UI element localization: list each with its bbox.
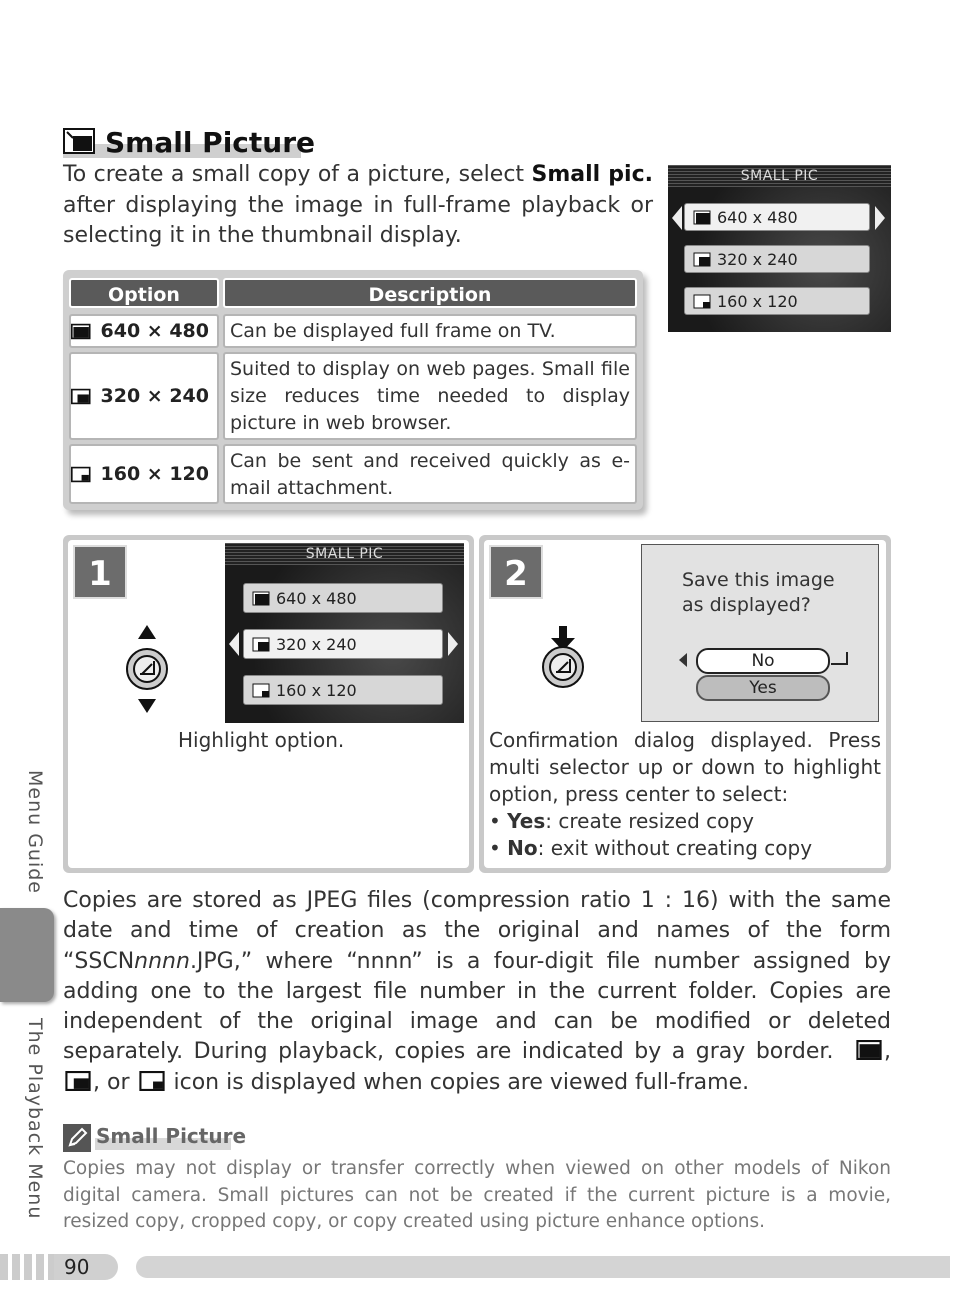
size-640-icon <box>71 322 91 341</box>
menu-item-160[interactable]: 160 x 120 <box>684 287 870 315</box>
note-title: Small Picture <box>96 1124 247 1148</box>
multi-selector-icon <box>123 623 171 715</box>
dialog-no-option[interactable]: No <box>696 648 830 674</box>
confirmation-dialog <box>641 544 879 722</box>
arrow-left-icon <box>229 632 239 656</box>
arrow-left-icon <box>679 653 687 667</box>
size-320-icon <box>71 387 91 406</box>
step-1-panel <box>63 535 474 873</box>
table-header-option: Option <box>69 278 219 308</box>
section-heading <box>63 126 316 159</box>
screen-header: SMALL PIC <box>668 165 891 187</box>
page-title: Small Picture <box>105 126 316 159</box>
intro-paragraph: To create a small copy of a picture, select Small pic. after displaying the image in full-frame playback or selecting it in the thumbnail display. <box>63 162 653 248</box>
size-320-icon <box>63 1071 93 1091</box>
menu-item-320[interactable]: 320 x 240 <box>684 245 870 273</box>
pencil-note-icon <box>63 1124 91 1152</box>
step-2-panel <box>479 535 891 873</box>
step-2-caption: Confirmation dialog displayed. Press multi selector up or down to highlight option, press center to select: • Yes: create resized copy • No: exit without creating copy <box>489 728 881 860</box>
size-160-icon <box>71 465 91 484</box>
menu-item-320[interactable]: 320 x 240 <box>243 629 443 659</box>
table-row-option: 320 × 240 <box>69 352 219 440</box>
screen-header: SMALL PIC <box>225 543 464 565</box>
table-row-option: 160 × 120 <box>69 444 219 504</box>
step-number: 1 <box>73 545 127 599</box>
step-1-caption: Highlight option. <box>178 728 345 752</box>
size-320-icon <box>693 252 711 267</box>
table-row-description: Can be displayed full frame on TV. <box>223 314 637 348</box>
body-paragraph: Copies are stored as JPEG files (compression ratio 1 : 16) with the same date and time of creation as the original and names of the form “SSCNnnnn.JPG,” where “nnnn” is a four-digit file number assigned by adding one to the largest file number in the current folder. Copies are independent of the original image and can be modified or deleted separately. During playback, copies are indicated by a gray border. , , or icon is displayed when copies are viewed full-frame. <box>63 888 891 1095</box>
multi-selector-press-icon <box>539 625 587 689</box>
arrow-left-icon <box>672 206 682 230</box>
size-640-icon <box>693 210 711 225</box>
size-160-icon <box>693 294 711 309</box>
enter-icon <box>829 650 849 668</box>
arrow-right-icon <box>875 206 885 230</box>
dialog-question-line1: Save this image <box>682 569 835 591</box>
footer-stripes <box>0 1254 54 1280</box>
menu-item-640[interactable]: 640 x 480 <box>684 203 870 231</box>
dialog-question-line2: as displayed? <box>682 594 811 616</box>
sidebar-menu-guide: Menu Guide <box>24 770 46 894</box>
table-row-option: 640 × 480 <box>69 314 219 348</box>
footer-bar <box>136 1256 950 1278</box>
dialog-yes-option[interactable]: Yes <box>696 675 830 701</box>
note-text: Copies may not display or transfer correctly when viewed on other models of Nikon digital camera. Small pictures can not be created if the current picture is a movie, resized copy, cropped copy, or copy created using picture enhance options. <box>63 1158 891 1232</box>
step-1-screen <box>225 543 464 723</box>
sidebar-tab <box>0 908 54 1002</box>
menu-item-160[interactable]: 160 x 120 <box>243 675 443 705</box>
table-row-description: Suited to display on web pages. Small file size reduces time needed to display picture in web browser. <box>223 352 637 440</box>
menu-item-640[interactable]: 640 x 480 <box>243 583 443 613</box>
options-table <box>63 270 643 510</box>
size-640-icon <box>252 591 270 606</box>
arrow-right-icon <box>448 632 458 656</box>
table-row-description: Can be sent and received quickly as e-mail attachment. <box>223 444 637 504</box>
page-number: 90 <box>64 1255 90 1279</box>
step-number: 2 <box>489 545 543 599</box>
small-picture-icon <box>63 128 95 154</box>
size-320-icon <box>252 637 270 652</box>
size-640-icon <box>854 1040 884 1060</box>
table-header-description: Description <box>223 278 637 308</box>
sidebar-playback-menu: The Playback Menu <box>24 1018 46 1220</box>
size-160-icon <box>137 1071 167 1091</box>
size-160-icon <box>252 683 270 698</box>
camera-menu-screen <box>668 165 891 332</box>
